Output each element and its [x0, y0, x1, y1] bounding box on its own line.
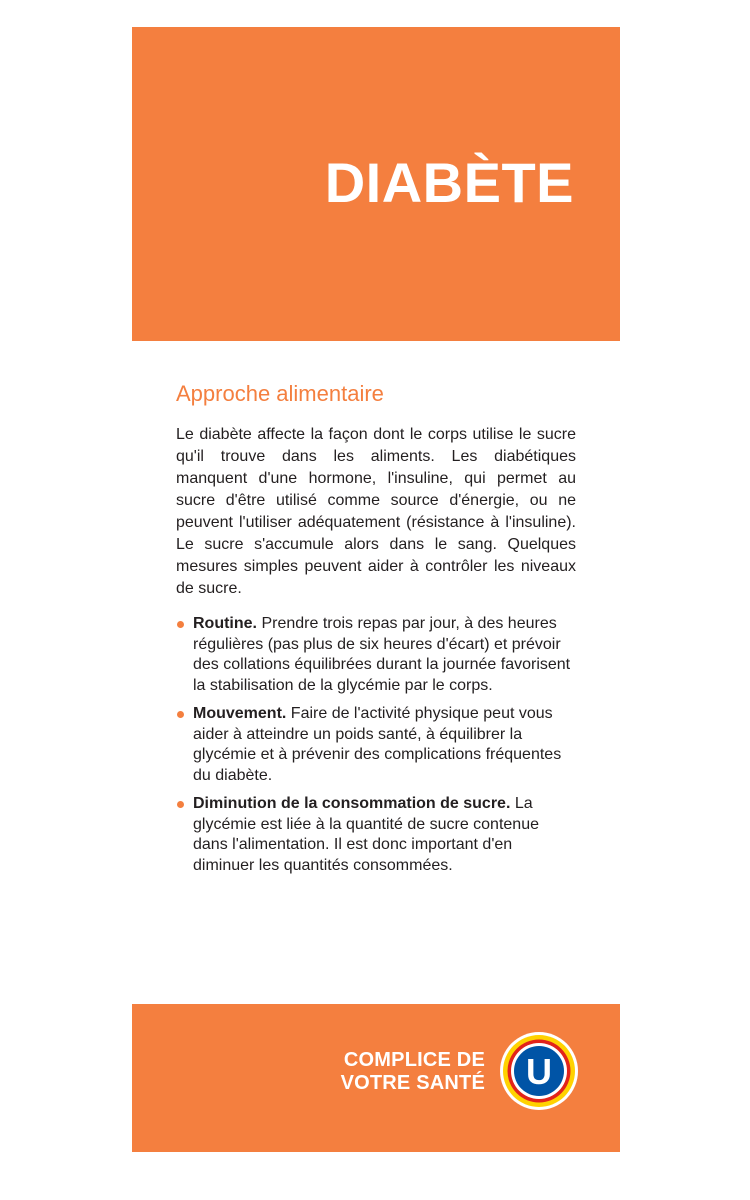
slogan-line-1: COMPLICE DE: [343, 1049, 485, 1071]
uniprix-logo-icon: [499, 1031, 579, 1111]
footer-slogan: [335, 1049, 485, 1095]
page-title: DIABÈTE: [324, 151, 574, 214]
bullet-text: Faire de l'activité physique peut vous aider à atteindre un poids santé, à équilibrer la glycémie et à prévenir des complications fréquentes du diabète.: [193, 705, 562, 784]
bullet-text: Prendre trois repas par jour, à des heures régulières (pas plus de six heures d'écart) et prévoir des collations équilibrées durant la journée favorisent la stabilisation de la glycémie par le corps.: [193, 615, 571, 694]
footer-band: [132, 1004, 620, 1152]
content: [176, 380, 576, 884]
slogan-line-2: VOTRE SANTÉ: [340, 1072, 485, 1094]
bullet-dot-icon: [177, 801, 184, 808]
list-item: [176, 614, 576, 696]
bullet-term: Routine.: [193, 615, 257, 632]
logo-letter: U: [526, 1051, 552, 1092]
header-band: [132, 27, 620, 341]
bullet-term: Diminution de la consommation de sucre.: [193, 795, 511, 812]
list-item: [176, 794, 576, 876]
list-item: [176, 704, 576, 786]
section-heading: Approche alimentaire: [176, 381, 384, 406]
bullet-text: La glycémie est liée à la quantité de sucre contenue dans l'alimentation. Il est donc important d'en diminuer les quantités consommées.: [193, 795, 539, 874]
bullet-dot-icon: [177, 621, 184, 628]
intro-paragraph: Le diabète affecte la façon dont le corps utilise le sucre qu'il trouve dans les aliments. Les diabétiques manquent d'une hormone, l'insuline, qui permet au sucre d'être utilisé comme source d'énergie, ou ne peuvent l'utiliser adéquatement (résistance à l'insuline). Le sucre s'accumule alors dans le sang. Quelques mesures simples peuvent aider à contrôler les niveaux de sucre.: [176, 426, 576, 597]
bullet-list: [176, 614, 576, 876]
bullet-term: Mouvement.: [193, 705, 287, 722]
bullet-dot-icon: [177, 711, 184, 718]
